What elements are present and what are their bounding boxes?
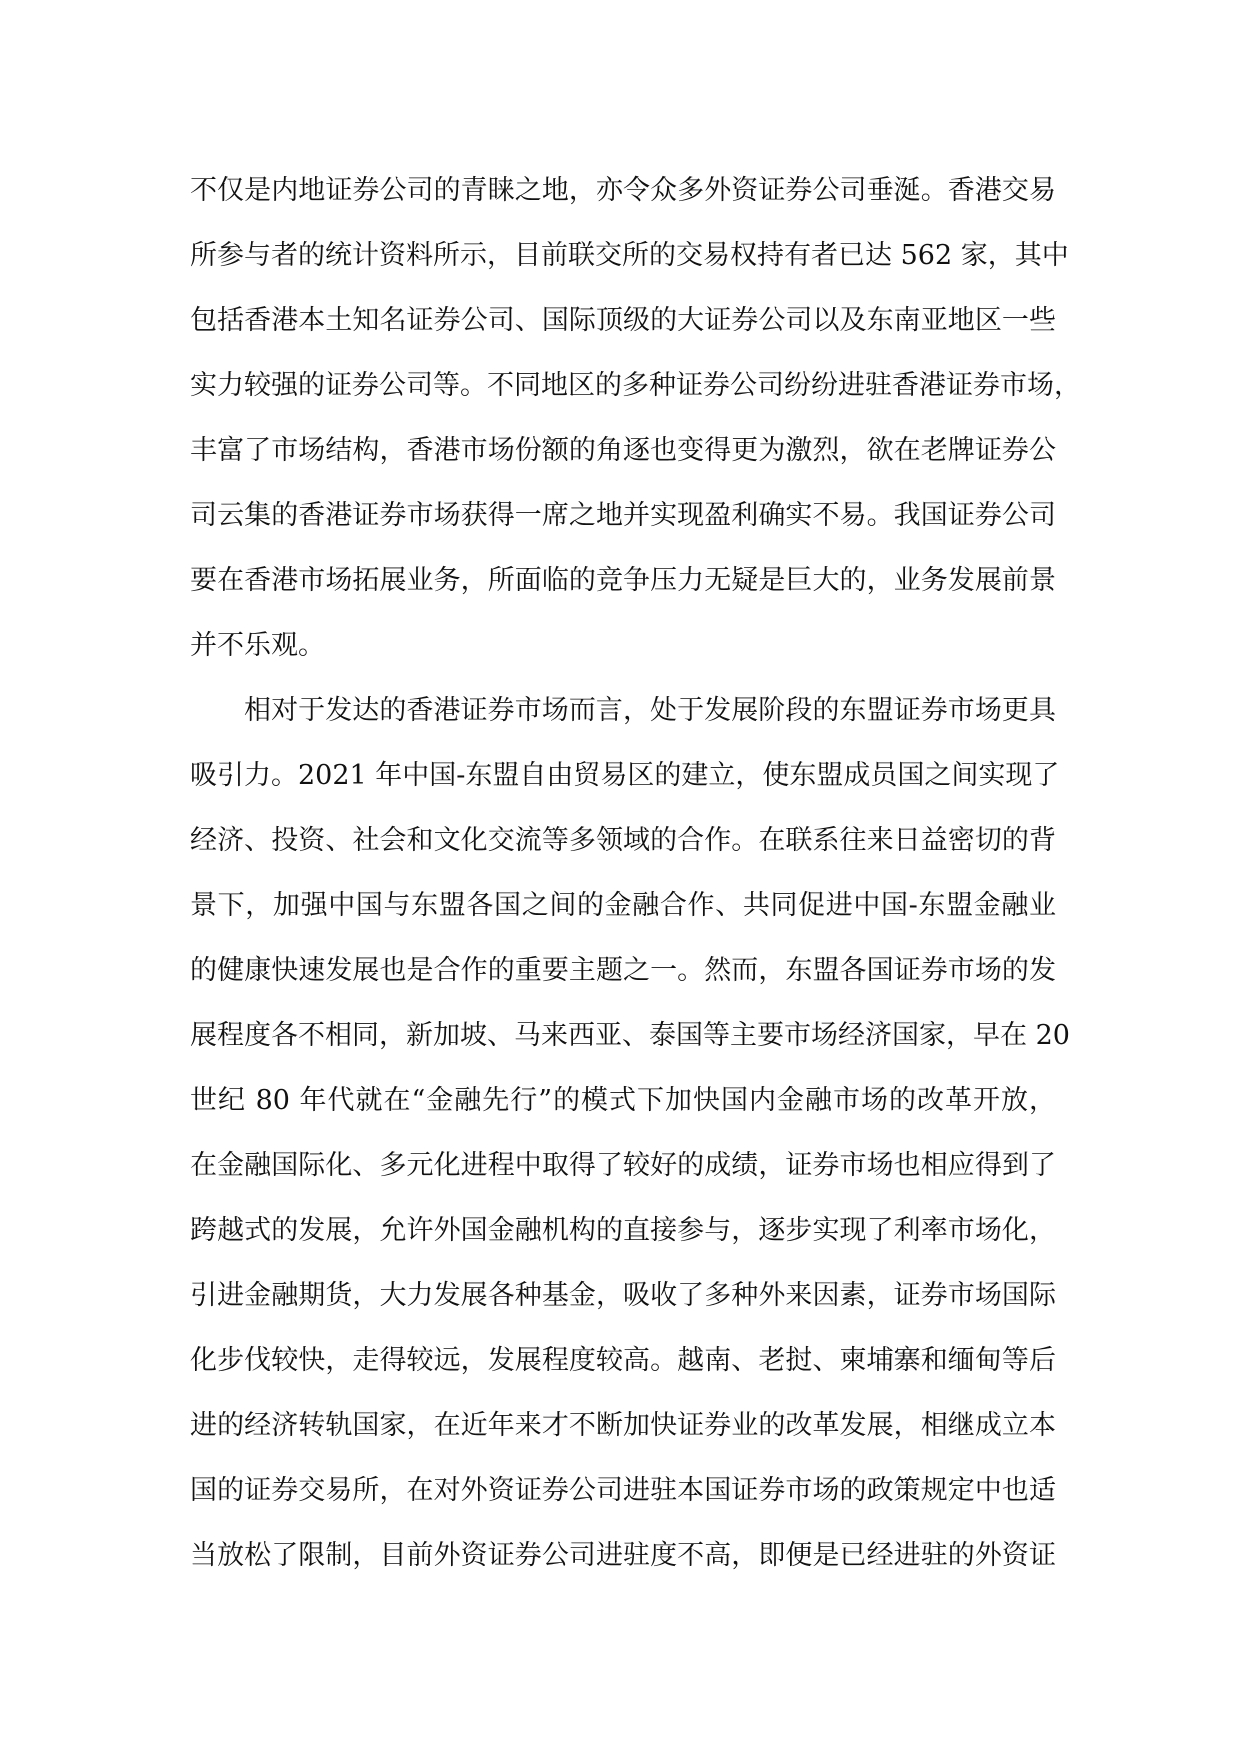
paragraph-2	[190, 678, 1070, 1588]
text-line: 化步伐较快，走得较远，发展程度较高。越南、老挝、柬埔寨和缅甸等后	[190, 1345, 1056, 1376]
text-line: 世纪 80 年代就在“金融先行”的模式下加快国内金融市场的改革开放，	[190, 1085, 1056, 1116]
text-line: 要在香港市场拓展业务，所面临的竞争压力无疑是巨大的，业务发展前景	[190, 565, 1056, 596]
text-line: 国的证券交易所，在对外资证券公司进驻本国证券市场的政策规定中也适	[190, 1475, 1056, 1506]
text-line: 经济、投资、社会和文化交流等多领域的合作。在联系往来日益密切的背	[190, 825, 1056, 856]
text-line: 当放松了限制，目前外资证券公司进驻度不高，即便是已经进驻的外资证	[190, 1540, 1056, 1571]
text-line: 景下，加强中国与东盟各国之间的金融合作、共同促进中国-东盟金融业	[190, 890, 1056, 921]
text-line: 不仅是内地证券公司的青睐之地，亦令众多外资证券公司垂涎。香港交易	[190, 175, 1056, 206]
text-line: 展程度各不相同，新加坡、马来西亚、泰国等主要市场经济国家，早在 20	[190, 1020, 1070, 1051]
text-line: 所参与者的统计资料所示，目前联交所的交易权持有者已达 562 家，其中	[190, 240, 1069, 271]
text-line: 的健康快速发展也是合作的重要主题之一。然而，东盟各国证券市场的发	[190, 955, 1056, 986]
text-line: 并不乐观。	[190, 630, 325, 661]
document-body	[190, 158, 1081, 1588]
text-line: 丰富了市场结构，香港市场份额的角逐也变得更为激烈，欲在老牌证券公	[190, 435, 1056, 466]
text-line: 吸引力。2021 年中国-东盟自由贸易区的建立，使东盟成员国之间实现了	[190, 760, 1060, 791]
text-line: 包括香港本土知名证券公司、国际顶级的大证券公司以及东南亚地区一些	[190, 305, 1056, 336]
text-line: 跨越式的发展，允许外国金融机构的直接参与，逐步实现了利率市场化，	[190, 1215, 1056, 1246]
text-line: 引进金融期货，大力发展各种基金，吸收了多种外来因素，证券市场国际	[190, 1280, 1056, 1311]
text-line: 实力较强的证券公司等。不同地区的多种证券公司纷纷进驻香港证券市场，	[190, 370, 1081, 401]
paragraph-1	[190, 158, 1081, 678]
text-line: 在金融国际化、多元化进程中取得了较好的成绩，证券市场也相应得到了	[190, 1150, 1056, 1181]
text-line: 进的经济转轨国家，在近年来才不断加快证券业的改革发展，相继成立本	[190, 1410, 1056, 1441]
text-line: 司云集的香港证券市场获得一席之地并实现盈利确实不易。我国证券公司	[190, 500, 1056, 531]
text-line: 相对于发达的香港证券市场而言，处于发展阶段的东盟证券市场更具	[244, 695, 1056, 726]
